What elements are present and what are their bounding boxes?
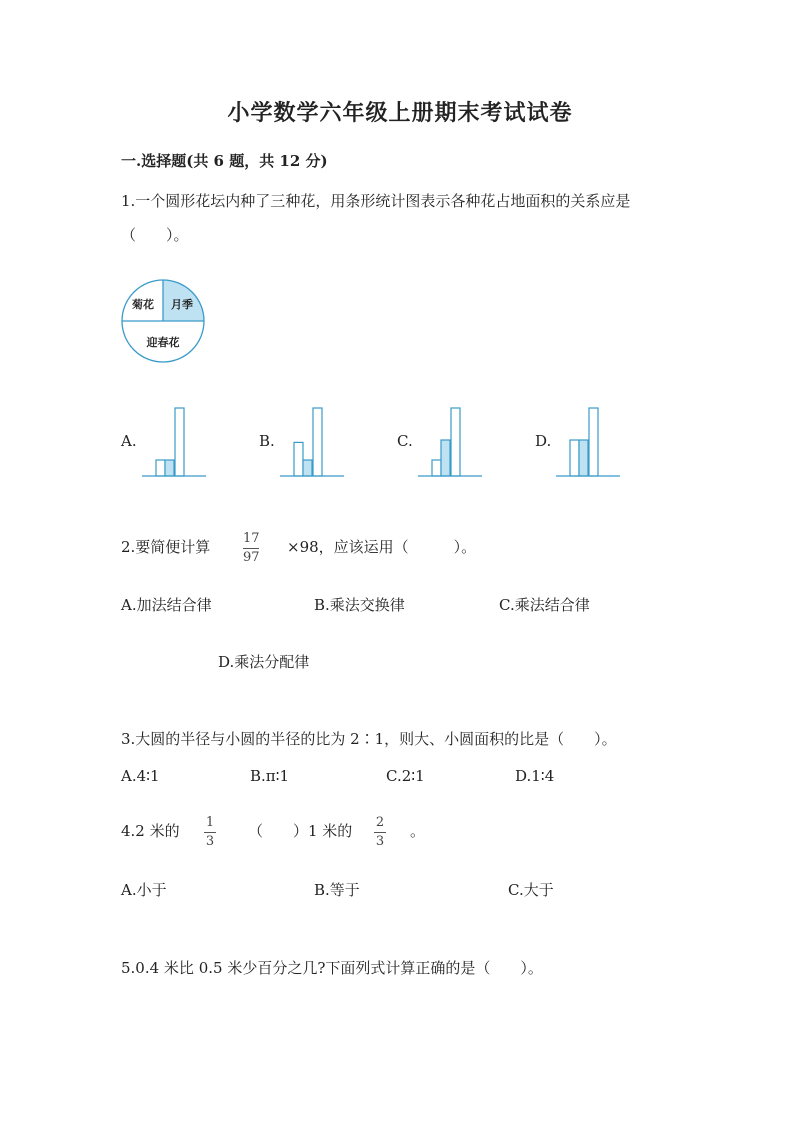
question-4-option-b[interactable]: B.等于	[314, 881, 360, 899]
fraction-bar	[374, 832, 386, 833]
question-4-fraction-1	[204, 815, 216, 850]
question-2-option-d[interactable]: D.乘法分配律	[218, 653, 310, 671]
bar-2	[175, 408, 184, 476]
question-1-blank: （ ）。	[121, 226, 189, 244]
bar-1	[579, 440, 588, 476]
bar-chart-option-d	[554, 400, 624, 480]
question-1-option-b[interactable]: B.	[259, 432, 275, 450]
question-4-option-a[interactable]: A.小于	[121, 881, 167, 899]
bar-chart-option-c	[416, 400, 486, 480]
bar-1	[441, 440, 450, 476]
fraction-denominator: 97	[243, 550, 260, 565]
bar-1	[303, 460, 312, 476]
question-4-suffix: 。	[410, 822, 426, 840]
bar-0	[294, 442, 303, 476]
question-4-option-c[interactable]: C.大于	[508, 881, 554, 899]
bar-2	[589, 408, 598, 476]
question-4-fraction-2	[374, 815, 386, 850]
section-header: 一.选择题(共 6 题，共 12 分)	[121, 152, 328, 170]
question-1-text: 1.一个圆形花坛内种了三种花，用条形统计图表示各种花占地面积的关系应是	[121, 192, 631, 210]
pie-label-yingchunhua: 迎春花	[146, 336, 180, 349]
question-2-option-c[interactable]: C.乘法结合律	[499, 596, 590, 614]
question-1-option-a[interactable]: A.	[121, 432, 137, 450]
fraction-numerator: 17	[243, 531, 260, 546]
question-2-prefix: 2.要简便计算	[121, 538, 211, 556]
question-5-text: 5.0.4 米比 0.5 米少百分之几?下面列式计算正确的是（ ）。	[121, 959, 543, 977]
bar-chart-option-a	[140, 400, 210, 480]
pie-chart	[118, 276, 208, 366]
bar-0	[432, 460, 441, 476]
question-1-option-d[interactable]: D.	[535, 432, 552, 450]
bar-1	[165, 460, 174, 476]
question-4-prefix: 4.2 米的	[121, 822, 180, 840]
question-3-text: 3.大圆的半径与小圆的半径的比为 2∶1，则大、小圆面积的比是（ ）。	[121, 730, 617, 748]
fraction-denominator: 3	[375, 834, 385, 849]
question-2-fraction	[243, 531, 260, 566]
bar-2	[313, 408, 322, 476]
bar-0	[156, 460, 165, 476]
question-4-middle: （ ）1 米的	[248, 822, 353, 840]
question-1-option-c[interactable]: C.	[397, 432, 413, 450]
fraction-bar	[204, 832, 216, 833]
pie-label-yueji: 月季	[171, 298, 193, 311]
bar-0	[570, 440, 579, 476]
question-3-option-b[interactable]: B.π∶1	[250, 767, 290, 785]
question-2-option-b[interactable]: B.乘法交换律	[314, 596, 405, 614]
page-title: 小学数学六年级上册期末考试试卷	[227, 100, 573, 126]
fraction-bar	[243, 548, 259, 549]
fraction-numerator: 2	[375, 815, 385, 830]
question-2-suffix: ×98，应该运用（ ）。	[287, 538, 477, 556]
fraction-numerator: 1	[205, 815, 215, 830]
bar-2	[451, 408, 460, 476]
bar-chart-option-b	[278, 400, 348, 480]
fraction-denominator: 3	[205, 834, 215, 849]
question-3-option-c[interactable]: C.2∶1	[386, 767, 425, 785]
question-3-option-a[interactable]: A.4∶1	[121, 767, 160, 785]
pie-label-juhua: 菊花	[132, 298, 154, 311]
question-2-option-a[interactable]: A.加法结合律	[121, 596, 212, 614]
question-3-option-d[interactable]: D.1∶4	[515, 767, 555, 785]
